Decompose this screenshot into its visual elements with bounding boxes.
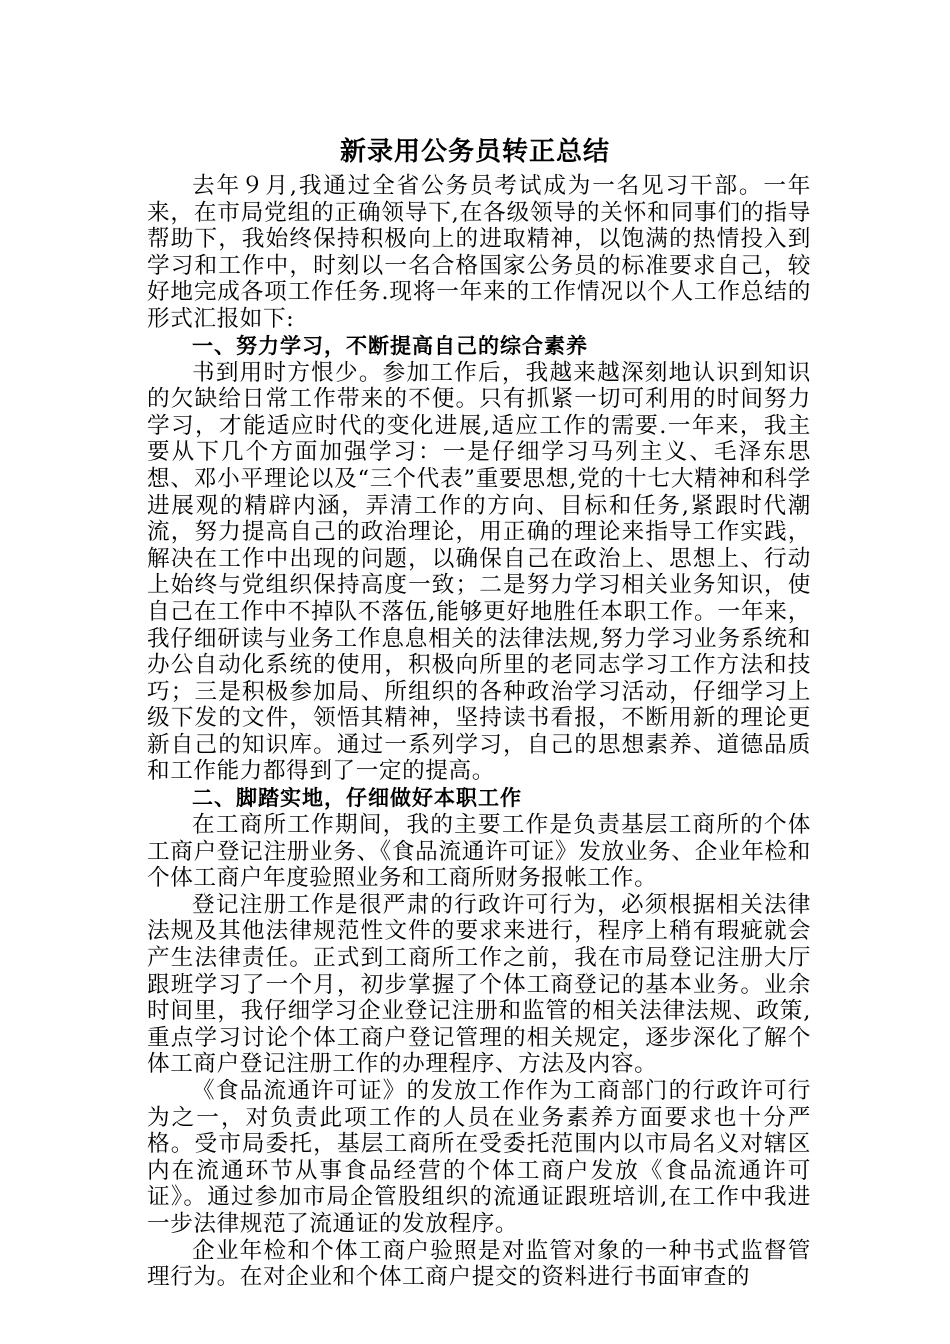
document-body — [147, 173, 811, 1291]
section-heading-1: 一、努力学习，不断提高自己的综合素养 — [192, 333, 588, 358]
section-heading-2: 二、脚踏实地，仔细做好本职工作 — [192, 786, 522, 811]
document-title: 新录用公务员转正总结 — [339, 137, 610, 167]
paragraph-food-license: 《食品流通许可证》的发放工作作为工商部门的行政许可行为之一，对负责此项工作的人员在业务素养方面要求也十分严格。受市局委托，基层工商所在受委托范围内以市局名义对辖区内在流通环节从事食品经营的个体工商户发放《食品流通许可证》。通过参加市局企管股组织的流通证跟班培训,在工作中我进一步法律规范了流通证的发放程序。 — [147, 1078, 811, 1237]
paragraph-registration: 登记注册工作是很严肃的行政许可行为，必须根据相关法律法规及其他法律规范性文件的要求来进行，程序上稍有瑕疵就会产生法律责任。正式到工商所工作之前，我在市局登记注册大厅跟班学习了一个月，初步掌握了个体工商登记的基本业务。业余时间里，我仔细学习企业登记注册和监管的相关法律法规、政策,重点学习讨论个体工商户登记管理的相关规定，逐步深化了解个体工商户登记注册工作的办理程序、方法及内容。 — [147, 891, 811, 1078]
paragraph-study: 书到用时方恨少。参加工作后，我越来越深刻地认识到知识的欠缺给日常工作带来的不便。只有抓紧一切可利用的时间努力学习，才能适应时代的变化进展,适应工作的需要.一年来，我主要从下几个方面加强学习：一是仔细学习马列主义、毛泽东思想、邓小平理论以及“三个代表”重要思想,党的十七大精神和科学进展观的精辟内涵，弄清工作的方向、目标和任务,紧跟时代潮流，努力提高自己的政治理论，用正确的理论来指导工作实践，解决在工作中出现的问题，以确保自己在政治上、思想上、行动上始终与党组织保持高度一致；二是努力学习相关业务知识，使自己在工作中不掉队不落伍,能够更好地胜任本职工作。一年来，我仔细研读与业务工作息息相关的法律法规,努力学习业务系统和办公自动化系统的使用，积极向所里的老同志学习工作方法和技巧；三是积极参加局、所组织的各种政治学习活动，仔细学习上级下发的文件，领悟其精神，坚持读书看报，不断用新的理论更新自己的知识库。通过一系列学习，自己的思想素养、道德品质和工作能力都得到了一定的提高。 — [147, 359, 811, 785]
paragraph-duties: 在工商所工作期间，我的主要工作是负责基层工商所的个体工商户登记注册业务、《食品流通许可证》发放业务、企业年检和个体工商户年度验照业务和工商所财务报帐工作。 — [147, 812, 811, 892]
paragraph-annual-inspection: 企业年检和个体工商户验照是对监管对象的一种书式监督管理行为。在对企业和个体工商户提交的资料进行书面审查的 — [147, 1237, 811, 1291]
paragraph-intro: 去年９月,我通过全省公务员考试成为一名见习干部。一年来，在市局党组的正确领导下,在各级领导的关怀和同事们的指导帮助下，我始终保持积极向上的进取精神，以饱满的热情投入到学习和工作中，时刻以一名合格国家公务员的标准要求自己，较好地完成各项工作任务.现将一年来的工作情况以个人工作总结的形式汇报如下: — [147, 173, 811, 332]
